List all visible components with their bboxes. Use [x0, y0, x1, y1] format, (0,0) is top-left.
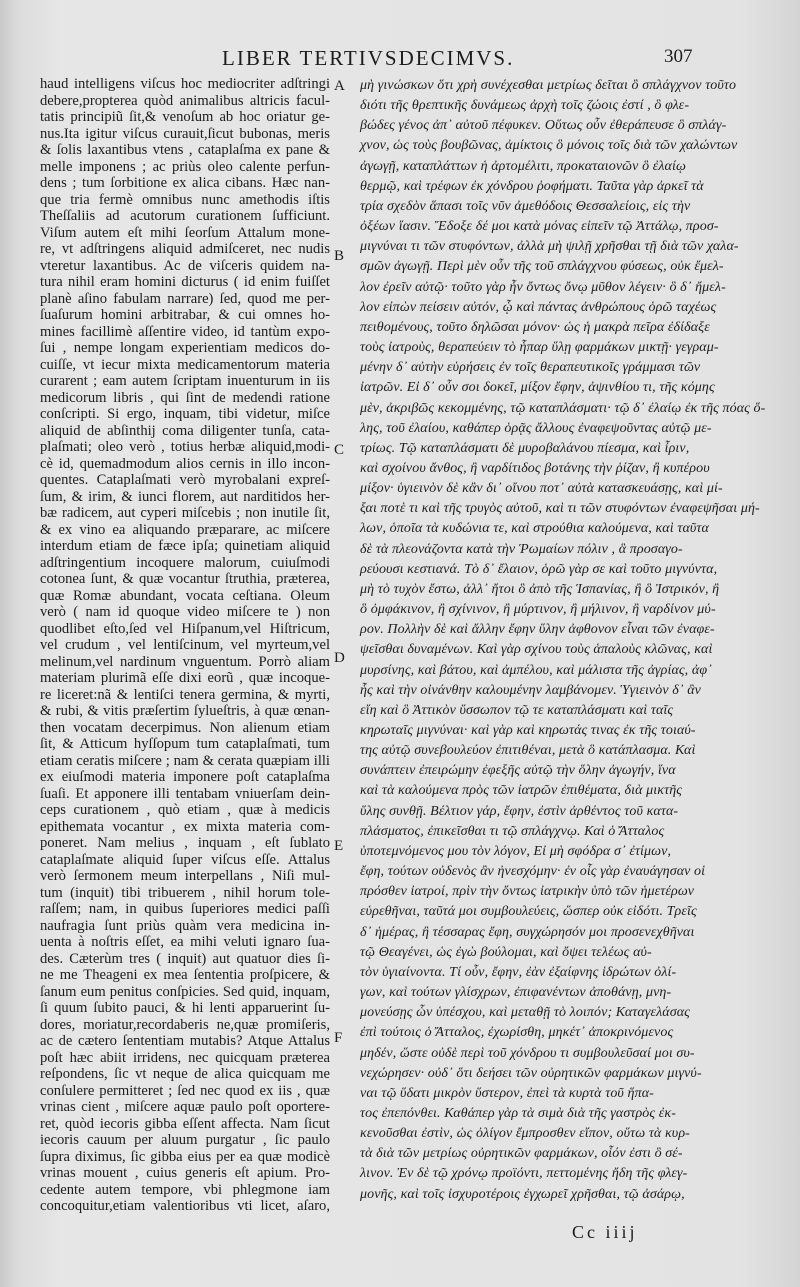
text-line: ſi quum ſubito pauci, & hi lenti apparuerint ſu- — [40, 1000, 330, 1016]
text-line: concoquitur,etiam valentioribus vti licet, aſaro, — [40, 1198, 330, 1214]
text-line: τρίως. Τῷ καταπλάσματι δὲ μυροβαλάνου πίεσμα, καὶ ἶριν, — [360, 440, 690, 456]
text-line: planè aſino fabulam narrare) ſed, quod me per- — [40, 290, 330, 307]
text-line: μένην δ᾽ αὐτὴν εὑρήσεις ἐν τοῖς θεραπευτικοῖς γράμμασι τῶν — [360, 360, 701, 376]
text-line: λον ἐρεῖν αὐτῷ· τοῦτο γὰρ ἦν ὄντως ὄνῳ μῦθον λέγειν· ὃ δ᾽ ἤμελ- — [360, 279, 726, 295]
text-line: & ex vino ea aliquando præparare, ac miſcere — [40, 521, 330, 538]
text-line: θερμῷ, καὶ τρέφων ἐκ χόνδρου ῥοφήματι. Ταῦτα γὰρ ἀρκεῖ τὰ — [360, 178, 704, 194]
text-line: debere,propterea quòd animalibus altricis facul- — [40, 92, 330, 109]
text-line: ὑποτεμνόμενος μου τὸν λόγον, Εἰ μὴ σφόδρα σ᾽ ἐτίμων, — [360, 843, 672, 859]
text-line: τρία σχεδὸν ἅπασι τοῖς νῦν ἀμεθόδοις Θεσσαλείοις, εἰς τὴν — [360, 198, 691, 214]
text-line: πλάσματος, ἐπικεῖσθαι τι τῷ σπλάγχνῳ. Καὶ ὁ Ἄτταλος — [360, 823, 665, 839]
text-line: μονεύσῃς ὧν ὑπέσχου, καὶ μεταθῇ τὸ λοιπόν; Καταγελάσας — [360, 1005, 690, 1021]
text-line: μὴ γινώσκων ὅτι χρὴ συνέχεσθαι μετρίως δεῖται ὃ σπλάγχνον τοῦτο — [360, 78, 737, 93]
text-line: aliquid de abſinthij coma diligenter tunſa, cata- — [40, 422, 330, 439]
text-line: ſuaſurum homini arbitrabar, & cui omnes ho- — [40, 307, 330, 323]
text-line: naufragia ſunt priùs quàm vera medicina in- — [40, 917, 330, 934]
margin-letter-e: E — [334, 838, 344, 854]
text-line: cotonea ſunt, & quæ vocantur ſtruthia, præterea, — [40, 571, 330, 587]
text-line: νεχώρησεν· οὐδ᾽ ὅτι δεήσει τῶν οὐρητικῶν φαρμάκων μιγνύ- — [360, 1065, 702, 1081]
text-line: interdum etiam de fæce ipſa; quinetiam aliquid — [40, 538, 330, 554]
text-line: ſupra diximus, ſic gibba eius per ea quæ modicè — [40, 1148, 330, 1165]
text-line: ρον. Πολλὴν δὲ καὶ ἄλλην ἔφην ὕλην ἀφθονον εἶναι τῶν ἐναφε- — [360, 622, 715, 638]
signature-mark: Cc iiij — [572, 1222, 638, 1242]
text-line: vel crudum , vel lentiſcinum, vel myrteum,vel — [40, 637, 330, 653]
text-line: tum (inquit) tibi tribuerem , nihil horum tole- — [40, 884, 330, 901]
text-line: ſit, & Atticum hyſſopum tum cataplaſmati, tum — [40, 736, 330, 752]
text-line: τὰ διὰ τῶν μετρίως οὐρητικῶν φαρμάκων, οἷόν ἐστι ὃ σέ- — [360, 1146, 683, 1162]
text-line: uenta à noſtris eſſet, ea mihi veluti ignaro ſua- — [40, 934, 330, 950]
text-line: then vocatam decerpimus. Non alienum etiam — [40, 719, 330, 736]
text-line: σμῶν ἀγωγῇ. Περὶ μὲν οὖν τῆς τοῦ σπλάγχνου φύσεως, οὐκ ἔμελ- — [360, 259, 724, 275]
text-line: cataplaſmate aliquid ſuper viſcus eſſe. Attalus — [40, 851, 330, 868]
text-line: Theſſaliis ad acutorum curationem ſufficiunt. — [40, 208, 330, 224]
text-line: ὃ ὀμφάκινον, ἢ σχίνινον, ἢ μύρτινον, ἢ μήλινον, ἢ ναρδίνον μύ- — [360, 602, 716, 618]
text-line: κενοῦσθαι ἐστὶν, ὡς ὀλίγον ἔμπροσθεν εἴπον, οὕτω τὰ κυρ- — [360, 1126, 690, 1142]
text-line: κηρωταῖς μιγνύναι· καὶ γὰρ καὶ κηρωτάς τινας ἐκ τῆς τοιαύ- — [360, 723, 696, 738]
text-line: δὲ τὰ πλεονάζοντα κατὰ τὴν Ῥωμαίων πόλιν , ἃ προσαγο- — [360, 541, 683, 557]
text-line: τὸν ὑγιαίνοντα. Τί οὖν, ἔφην, ἐὰν ἐξαίφνης ἱδρώτων ὀλί- — [360, 964, 677, 980]
text-line: cè id, quemadmodum alios cernis in illo incon- — [40, 455, 330, 472]
text-line: re liceret:nã & lentiſci tenera germina, & myrti, — [40, 686, 330, 703]
text-line: λης, τοῦ ἐλαίου, καθάπερ ὁρᾷς ἄλλους ἐναφεψοῦντας αὐτῷ με- — [360, 420, 712, 436]
text-line: ἔφη, τούτων οὐδενὸς ἂν ἠνεσχόμην· ἐν οἷς γὰρ ἐναυάγησαν οἱ — [360, 864, 706, 880]
text-line: ὕλης συνθῇ. Βέλτιον γάρ, ἔφην, ἐστὶν ἀρθέντος τοῦ κατα- — [360, 803, 679, 819]
text-line: que tria fermè omnibus nunc amethodis iſtis — [40, 191, 330, 208]
text-line: dens ; tum ſorbitione ex alica cibans. Hæc nan- — [40, 175, 330, 191]
text-line: plaſmati; oleo verò , totius herbæ aliquid,modi- — [40, 439, 330, 455]
running-title: LIBER TERTIVSDECIMVS. — [222, 46, 515, 70]
page-number: 307 — [664, 46, 693, 67]
text-line: poſt hæc abiit irridens, nec quicquam præterea — [40, 1049, 330, 1066]
text-line: ſuaſi. Et apponere illi tentabam vniuerſam dein- — [40, 785, 330, 802]
text-line: nus.Ita igitur viſcus curauit,ſicut bubonas, meris — [40, 125, 330, 142]
page-header — [0, 46, 800, 76]
greek-column — [360, 76, 766, 1205]
text-line: tura nihil eram homini dicturus ( id enim fuiſſet — [40, 274, 330, 290]
text-line: δ᾽ ἡμέρας, ἢ τέσσαρας ἔφη, συγχώρησόν μοι προσενεχθῆναι — [360, 924, 695, 940]
text-line: haud intelligens viſcus hoc mediocriter adſtringi — [40, 76, 330, 92]
text-line: εὑρεθῆναι, ταῦτά μοι συμβουλεύεις, ὥσπερ οὐκ εἰδότι. Τρεῖς — [360, 904, 697, 920]
text-line: vrinas cient , miſcere aquæ paulo poſt oportere- — [40, 1099, 330, 1115]
text-line: cedente autem tempore, vbi phlegmone iam — [40, 1181, 330, 1198]
margin-letter-f: F — [334, 1030, 343, 1046]
text-line: cuiſſe, vt iecur mixta medicamentorum materia — [40, 356, 330, 373]
text-line: ἀγωγῇ, καταπλάττων ἡ ἀρτομέλιτι, προκαταιονῶν ὃ ἐλαίῳ — [360, 158, 686, 174]
text-line: μυρσίνης, καὶ βάτου, καὶ ἀμπέλου, καὶ μάλιστα τῆς ἀγρίας, ἀφ᾽ — [360, 662, 712, 678]
text-line: της αὐτῷ συνεβουλεύον ἐπιτιθέναι, μετὰ ὃ κατάπλασμα. Καὶ — [360, 743, 696, 759]
text-line: etiam ceratis miſcere ; nam & cerata quæpiam illi — [40, 752, 330, 769]
margin-letter-d: D — [334, 650, 345, 666]
text-line: materiam plurimã eſſe dixi eorũ , quæ incoque- — [40, 670, 330, 686]
latin-column — [40, 76, 330, 1215]
text-line: re, vt adſtringens aliquid admiſceret, nec nudis — [40, 241, 330, 257]
text-line: μίξον· ὑγιεινὸν δὲ κἂν δι᾽ οἴνου ποτ᾽ αὐτὰ κατασκευάσῃς, καὶ μί- — [360, 481, 723, 497]
text-line: conſcripti. Si ergo, inquam, tibi videtur, miſce — [40, 406, 330, 422]
text-line: μὴ τὸ τυχὸν ἔστω, ἀλλ᾽ ἤτοι ὃ ἀπὸ τῆς Ἱσπανίας, ἢ ὃ Ἰστρικόν, ἢ — [360, 581, 720, 597]
margin-letter-c: C — [334, 442, 345, 458]
text-line: ret, quòd iecoris gibba eſſent affecta. Nam ſicut — [40, 1115, 330, 1132]
text-line: μονῆς, καὶ τοῖς ἰσχυροτέροις ἐγχωρεῖ χρῆσθαι, τῷ ἀσάρῳ, — [360, 1186, 685, 1202]
text-line: melle imponens ; ac priùs oleo calente perfun- — [40, 158, 330, 175]
margin-letter-a: A — [334, 78, 345, 94]
text-line: & ſolis laxantibus vtens , cataplaſma ex pane & — [40, 142, 330, 158]
text-line: bæ radicem, aut cyperi miſcebis ; non inutile ſit, — [40, 505, 330, 521]
text-line: raſſem; nam, in quibus ſuperiores medici paſſi — [40, 901, 330, 917]
text-line: ſanum eum penitus conſpicies. Sed quid, inquam, — [40, 983, 330, 1000]
text-line: μὲν, ἀκριβῶς κεκομμένης, τῷ καταπλάσματι· τῷ δ᾽ ἐλαίῳ ἐκ τῆς πόας ὅ- — [360, 400, 766, 416]
text-line: des. Cæterùm tres ( inquit) aut quatuor dies ſi- — [40, 950, 330, 967]
text-line: iecoris cauum per aluum purgatur , ſic paulo — [40, 1132, 330, 1148]
text-line: ἧς καὶ τὴν οἰνάνθην καλουμένην λαμβάνομεν. Ὑγιεινὸν δ᾽ ἂν — [360, 682, 701, 698]
text-line: λινον. Ἐν δὲ τῷ χρόνῳ προϊόντι, πεττομένης ἤδη τῆς φλεγ- — [360, 1166, 688, 1182]
text-line: ex eiuſmodi materia imponere poſt cataplaſma — [40, 769, 330, 785]
text-line: verò ( nam id quoque video miſcere te ) non — [40, 604, 330, 620]
text-line: ſui , nempe longam experientiam medicos do- — [40, 340, 330, 356]
text-line: vteretur laxantibus. Ac de viſceris quidem na- — [40, 257, 330, 274]
text-line: ξαι ποτὲ τι καὶ τῆς τρυγὸς αὐτοῦ, καὶ τι τῶν στυφόντων ἐναφεψῆσαι μή- — [360, 501, 760, 517]
text-line: χνον, ὡς τοὺς βουβῶνας, ἀμίκτοις ὃ μόνοις τοῖς διὰ τῶν χαλώντων — [360, 138, 738, 154]
text-line: ne me Theageni ex mea ſententia proſpicere, & — [40, 967, 330, 983]
text-line: epithemata vocantur , ex mixta materia com- — [40, 818, 330, 835]
text-line: ρεύουσι κεστιανά. Τὸ δ᾽ ἔλαιον, ὁρῶ γὰρ σε καὶ τοῦτο μιγνύντα, — [360, 561, 718, 577]
text-line: μηδέν, ὥστε οὐδὲ περὶ τοῦ χόνδρου τι συμβουλεῦσαί μοι συ- — [360, 1045, 695, 1061]
text-line: καὶ σχοίνου ἄνθος, ἢ ναρδίτιδος βοτάνης τὴν ῥίζαν, ἢ κυπέρου — [360, 460, 710, 476]
text-line: conſulere permitteret ; ſed nec quod ex iis , quæ — [40, 1082, 330, 1099]
text-line: καὶ τὰ καλούμενα πρὸς τῶν ἰατρῶν ἐπιθέματα, διὰ μικτῆς — [360, 783, 683, 799]
text-line: βώδες γένος ἀπ᾽ αὐτοῦ πέφυκεν. Οὕτως οὖν ἐθεράπευσε ὃ σπλάγ- — [360, 118, 727, 134]
text-line: tatis principiũ ſit,& venoſum ab hoc oriatur ge- — [40, 109, 330, 125]
text-line: διότι τῆς θρεπτικῆς δυνάμεως ἀρχὴ τοῖς ζώοις ἐστί , ὃ φλε- — [360, 98, 690, 114]
text-line: ac de cætero ſententiam mutabis? Atque Attalus — [40, 1033, 330, 1049]
text-line: melinum,vel nardinum vnguentum. Porrò aliam — [40, 653, 330, 670]
text-line: τος ἐπεπόνθει. Καθάπερ γὰρ τὰ σιμὰ διὰ τῆς γαστρὸς ἐκ- — [360, 1105, 676, 1121]
text-line: τῷ Θεαγένει, ὡς ἐγὼ βούλομαι, καὶ ὄψει τελέως αὐ- — [360, 944, 652, 960]
text-line: & rubi, & vitis præſertim ſylueſtris, à quæ œnan- — [40, 703, 330, 719]
text-line: συνάπτειν ἐπειρώμην ἐφεξῆς αὐτῷ τὴν ὅλην ἀγωγήν, ἵνα — [360, 763, 676, 779]
text-line: εἴη καὶ ὃ Ἀττικὸν ὕσσωπον τῷ τε καταπλάσματι καὶ ταῖς — [360, 702, 674, 718]
text-line: λον εἰπὼν πείσειν αὐτόν, ᾧ καὶ πάντας ἀνθρώπους ὁρῶ ταχέως — [360, 299, 717, 315]
text-line: quentes. Cataplaſmati verò myrobalani expreſ- — [40, 472, 330, 488]
text-line: ſum, & irim, & iunci florem, aut narditidos her- — [40, 488, 330, 505]
text-line: dores, moriatur,recordaberis ne,quæ promiſeris, — [40, 1016, 330, 1033]
text-line: reſpondens, ſic vt neque de alica quicquam me — [40, 1066, 330, 1082]
text-line: adſtringentium incoquere malorum, cuiuſmodi — [40, 554, 330, 571]
text-line: vrinas mouent , cuius generis eſt apium. Pro- — [40, 1165, 330, 1181]
margin-letter-b: B — [334, 248, 345, 264]
text-line: ἐπὶ τούτοις ὁ Ἄτταλος, ἐχωρίσθη, μηκέτ᾽ ἀποκρινόμενος — [360, 1025, 674, 1041]
text-line: poneret. Nam melius , inquam , eſt ſublato — [40, 835, 330, 851]
text-line: ὀξέων ἴασιν. Ἔδοξε δέ μοι κατὰ μόνας εἰπεῖν τῷ Ἀττάλῳ, προσ- — [360, 219, 719, 235]
text-line: ἰατρῶν. Εἰ δ᾽ οὖν σοι δοκεῖ, μίξον ἔφην, ἀψινθίου τι, τῆς κόμης — [360, 380, 715, 396]
text-line: quodlibet eſto,ſed vel Hiſpanum,vel Hiſtricum, — [40, 620, 330, 637]
text-line: μιγνύναι τι τῶν στυφόντων, ἀλλὰ μὴ ψιλῇ χρῆσθαι τῇ διὰ τῶν χαλα- — [360, 239, 739, 255]
text-line: ψεῖσθαι δυναμένων. Καὶ γὰρ σχίνου τοὺς ἁπαλοὺς κλῶνας, καὶ — [360, 642, 713, 658]
text-line: τοὺς ἰατροὺς, θεραπεύειν τὸ ἧπαρ ὕλῃ φαρμάκων μικτῇ· γεγραμ- — [360, 340, 719, 356]
text-line: medicorum libris , qui ſint de medendi ratione — [40, 389, 330, 406]
text-line: curarent ; eam autem ſcriptam inuenturum in iis — [40, 373, 330, 389]
text-line: πρόσθεν ἰατροί, πρὶν τὴν ὄντως ἰατρικὴν ὑπὸ τῶν ἡμετέρων — [360, 884, 695, 900]
text-line: ναι τῷ ὕδατι μικρὸν ὕστερον, ἐπεὶ τὰ κυρτὰ τοῦ ἥπα- — [360, 1085, 654, 1101]
text-line: ceps curationem , quò etiam , quæ à medicis — [40, 802, 330, 818]
text-line: λων, ὁποῖα τὰ κυδώνια τε, καὶ στρούθια καλούμενα, καὶ ταῦτα — [360, 521, 709, 537]
text-line: γων, καὶ τούτων γλίσχρων, ἐπιφανέντων ἀποθάνῃ, μνη- — [360, 985, 672, 1001]
text-line: quæ Romæ abundant, vocata ceſtiana. Oleum — [40, 587, 330, 604]
text-line: mines facillimè aſſentire video, id tantùm expo- — [40, 323, 330, 340]
text-line: Viſum autem eſt mihi ſeorſum Attalum mone- — [40, 224, 330, 241]
text-line: πειθομένους, τοῦτο δηλῶσαι μόνον· ὡς ἡ μακρὰ πεῖρα ἐδίδαξε — [360, 319, 710, 335]
text-line: verò ſermonem meum interpellans , Niſi mul- — [40, 868, 330, 884]
